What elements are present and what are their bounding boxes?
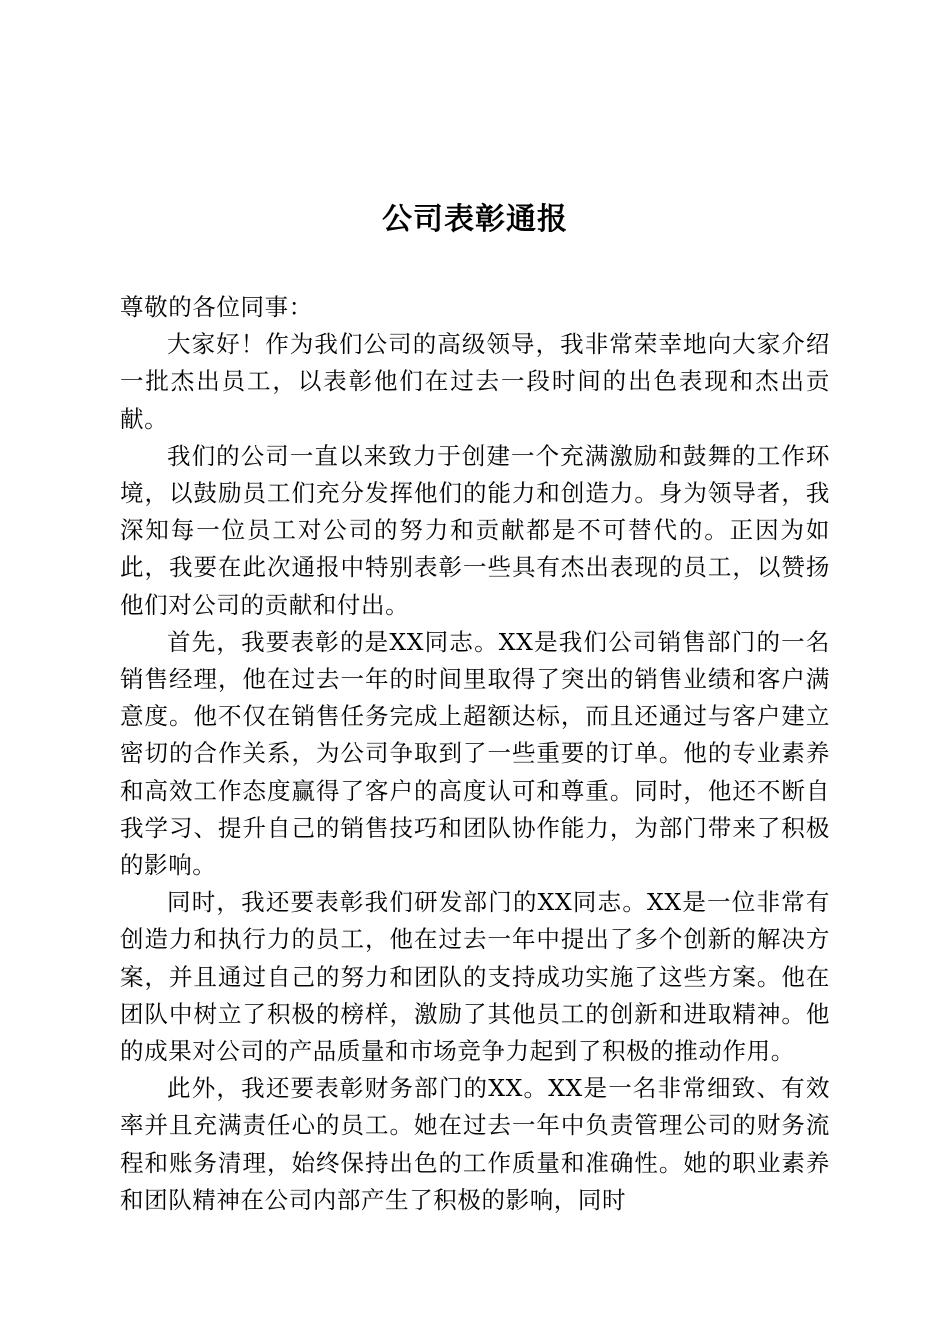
paragraph-intro: 大家好！作为我们公司的高级领导，我非常荣幸地向大家介绍一批杰出员工，以表彰他们在过去一段时间的出色表现和杰出贡献。 bbox=[120, 330, 830, 433]
salutation: 尊敬的各位同事： bbox=[120, 293, 313, 321]
paragraph-rd-commendation: 同时，我还要表彰我们研发部门的XX同志。XX是一位非常有创造力和执行力的员工，他在过去一年中提出了多个创新的解决方案，并且通过自己的努力和团队的支持成功实施了这些方案。他在团队中树立了积极的榜样，激励了其他员工的创新和进取精神。他的成果对公司的产品质量和市场竞争力起到了积极的推动作用。 bbox=[120, 888, 830, 1066]
paragraph-finance-commendation: 此外，我还要表彰财务部门的XX。XX是一名非常细致、有效率并且充满责任心的员工。她在过去一年中负责管理公司的财务流程和账务清理，始终保持出色的工作质量和准确性。她的职业素养和团队精神在公司内部产生了积极的影响，同时 bbox=[120, 1074, 830, 1214]
document-title: 公司表彰通报 bbox=[382, 202, 568, 237]
paragraph-company-culture: 我们的公司一直以来致力于创建一个充满激励和鼓舞的工作环境，以鼓励员工们充分发挥他们的能力和创造力。身为领导者，我深知每一位员工对公司的努力和贡献都是不可替代的。正因为如此，我要在此次通报中特别表彰一些具有杰出表现的员工，以赞扬他们对公司的贡献和付出。 bbox=[120, 441, 830, 619]
paragraph-sales-commendation: 首先，我要表彰的是XX同志。XX是我们公司销售部门的一名销售经理，他在过去一年的时间里取得了突出的销售业绩和客户满意度。他不仅在销售任务完成上超额达标，而且还通过与客户建立密切的合作关系，为公司争取到了一些重要的订单。他的专业素养和高效工作态度赢得了客户的高度认可和尊重。同时，他还不断自我学习、提升自己的销售技巧和团队协作能力，为部门带来了积极的影响。 bbox=[120, 627, 830, 880]
document-body bbox=[120, 289, 830, 1219]
